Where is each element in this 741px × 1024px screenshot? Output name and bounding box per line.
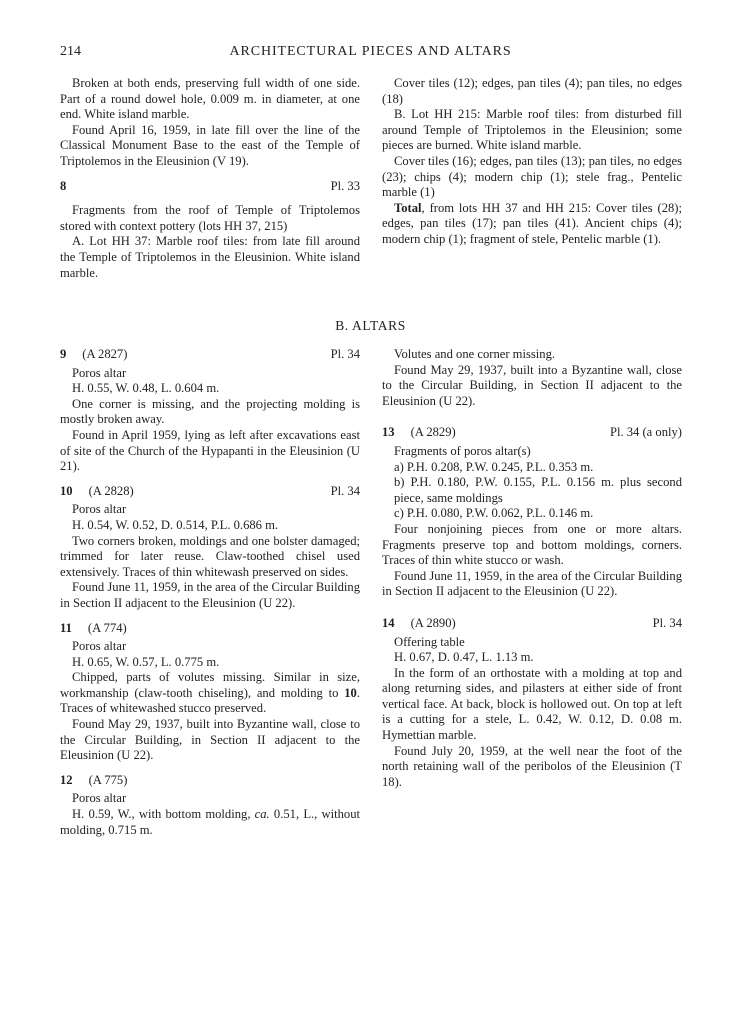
description: Four nonjoining pieces from one or more altars. Fragments preserve top and bottom moldings, corners. Traces of thin white stucco or wash. (382, 521, 682, 568)
section-title: B. ALTARS (335, 318, 406, 333)
paragraph: B. Lot HH 215: Marble roof tiles: from disturbed fill around Temple of Triptolemos in the Eleusinion; some pieces are burned. White island marble. (382, 107, 682, 153)
paragraph: Found April 16, 1959, in late fill over the line of the Classical Monument Base to the east of the Temple of Triptolemos in the Eleusinion (V 19). (60, 122, 360, 168)
description-text: Chipped, parts of volutes missing. Similar in size, workmanship (claw-tooth chiseling), and molding to (60, 670, 360, 700)
plate-reference: Pl. 34 (652, 615, 682, 630)
fragment-a: a) P.H. 0.208, P.W. 0.245, P.L. 0.353 m. (394, 459, 594, 474)
plate-reference: Pl. 33 (330, 178, 360, 193)
paragraph: Cover tiles (12); edges, pan tiles (4); pan tiles, no edges (18) (382, 76, 682, 106)
circa-abbreviation: ca. (254, 807, 270, 822)
object-type: Offering table (394, 634, 465, 649)
findspot: Found in April 1959, lying as left after excavations east of site of the Church of the Hypapanti in the Eleusinion (U 21). (60, 427, 360, 474)
catalogue-heading-10 (60, 484, 360, 500)
total-text: , from lots HH 37 and HH 215: Cover tiles (28); edges, pan tiles (17); pan tiles (41). Ancient chips (4); modern chip (1); fragment of stele, Pentelic marble (1). (382, 200, 682, 246)
description: In the form of an orthostate with a molding at top and along returning sides, and pilasters at either side of front vertical face. At back, block is hollowed out. On top at left is a cutting for a stele, L. 0.42, W. 0.12, D. 0.08 m. Hymettian marble. (382, 665, 682, 743)
catalogue-heading-14 (382, 616, 682, 632)
paragraph: Broken at both ends, preserving full width of one side. Part of a round dowel hole, 0.009 m. in diameter, at one end. White island marble. (60, 76, 360, 122)
entry-number: 9 (60, 347, 67, 361)
findspot: Found May 29, 1937, built into a Byzantine wall, close to the Circular Building, in Section II adjacent to the Eleusinion (U 22). (382, 362, 682, 408)
object-type: Fragments of poros altar(s) (394, 443, 531, 458)
inventory-number: (A 2827) (82, 347, 128, 361)
total-label: Total (394, 200, 422, 215)
dimensions: H. 0.55, W. 0.48, L. 0.604 m. (72, 381, 220, 396)
entry-number: 8 (60, 178, 67, 193)
dimensions-text: 0.51, L., without molding, 0.715 m. (60, 807, 360, 837)
findspot: Found June 11, 1959, in the area of the Circular Building in Section II adjacent to the Eleusinion (U 22). (60, 580, 360, 610)
fragment-c: c) P.H. 0.080, P.W. 0.062, P.L. 0.146 m. (394, 506, 594, 521)
catalogue-heading-13 (382, 425, 682, 441)
entry-number: 13 (382, 425, 395, 440)
fragment-b: b) P.H. 0.180, P.W. 0.155, P.L. 0.156 m. plus second piece, same moldings (394, 475, 682, 505)
cross-reference: 10 (344, 685, 357, 700)
dimensions (60, 807, 360, 838)
object-type: Poros altar (72, 791, 127, 806)
dimensions: H. 0.65, W. 0.57, L. 0.775 m. (72, 654, 220, 669)
entry-number: 14 (382, 615, 395, 630)
description: One corner is missing, and the projecting molding is mostly broken away. (60, 396, 360, 427)
plate-reference: Pl. 34 (a only) (609, 425, 682, 440)
running-title: ARCHITECTURAL PIECES AND ALTARS (229, 44, 512, 59)
dimensions-text: H. 0.59, W., with bottom molding, (72, 807, 255, 822)
description: Two corners broken, moldings and one bolster damaged; trimmed for later reuse. Claw-toothed chisel used extensively. Traces of thin whitewash preserved on sides. (60, 533, 360, 579)
inventory-number: (A 775) (88, 772, 128, 787)
paragraph: A. Lot HH 37: Marble roof tiles: from late fill around the Temple of Triptolemos in the Eleusinion. White island marble. (60, 234, 360, 280)
dimensions: H. 0.67, D. 0.47, L. 1.13 m. (394, 650, 534, 665)
description-text: . Traces of whitewashed stucco preserved. (60, 685, 360, 716)
inventory-number: (A 2828) (88, 483, 134, 498)
top-right-column (382, 76, 682, 248)
page-header (60, 44, 681, 64)
total-paragraph (382, 201, 682, 248)
entry-number: 11 (60, 620, 72, 635)
object-type: Poros altar (72, 639, 127, 654)
findspot: Found July 20, 1959, at the well near the foot of the north retaining wall of the peribolos of the Eleusinion (T 18). (382, 743, 682, 789)
inventory-number: (A 2829) (410, 425, 456, 440)
entry-number: 10 (60, 483, 73, 498)
inventory-number: (A 774) (87, 620, 127, 635)
object-type: Poros altar (72, 365, 127, 380)
lower-right-column (382, 347, 682, 790)
plate-reference: Pl. 34 (330, 347, 360, 361)
paragraph: Fragments from the roof of Temple of Triptolemos stored with context pottery (lots HH 37, 215) (60, 203, 360, 233)
lower-left-column (60, 347, 360, 838)
dimensions: H. 0.54, W. 0.52, D. 0.514, P.L. 0.686 m. (72, 517, 279, 532)
catalogue-heading-11 (60, 621, 360, 637)
findspot: Found May 29, 1937, built into Byzantine wall, close to the Circular Building, in Section II adjacent to the Eleusinion (U 22). (60, 717, 360, 763)
paragraph: Cover tiles (16); edges, pan tiles (13); pan tiles, no edges (23); chips (4); modern chip (1); stele frag., Pentelic marble (1) (382, 153, 682, 200)
catalogue-heading-12 (60, 773, 360, 789)
inventory-number: (A 2890) (410, 615, 456, 630)
catalogue-heading-8 (60, 179, 360, 195)
catalogue-heading-9 (60, 347, 360, 363)
description: Volutes and one corner missing. (394, 347, 556, 361)
findspot: Found June 11, 1959, in the area of the Circular Building in Section II adjacent to the Eleusinion (U 22). (382, 568, 682, 599)
page-number: 214 (60, 44, 81, 59)
plate-reference: Pl. 34 (330, 483, 360, 498)
top-left-column (60, 76, 360, 281)
entry-number: 12 (60, 772, 73, 787)
description (60, 670, 360, 717)
object-type: Poros altar (72, 502, 127, 517)
